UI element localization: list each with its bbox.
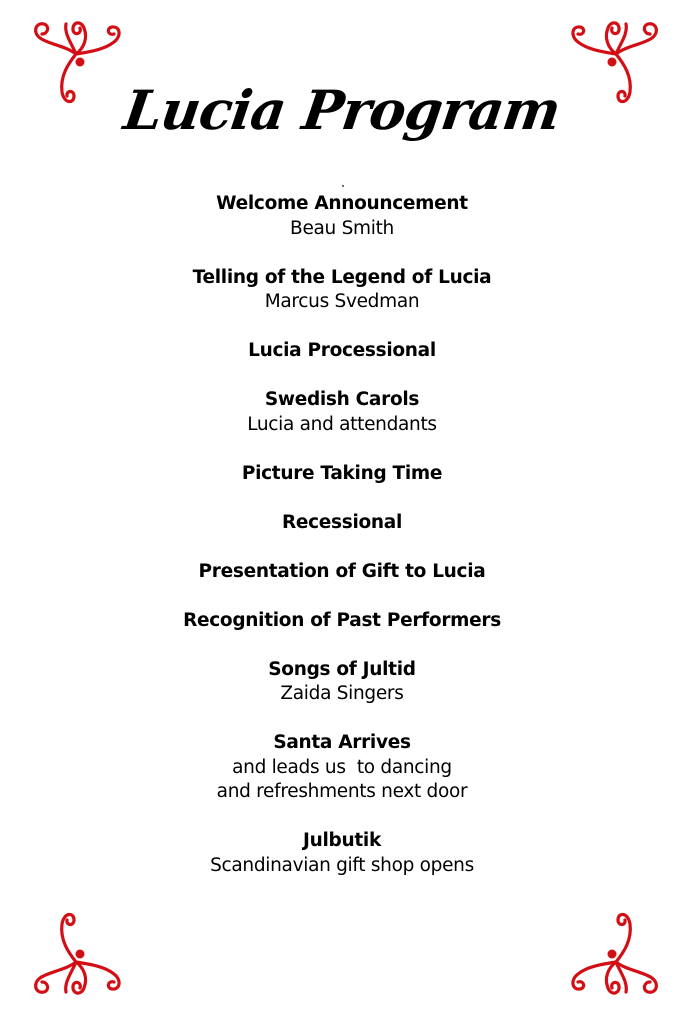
- page-title: Lucia Program: [120, 78, 564, 142]
- swirl-ornament-icon: [556, 894, 666, 1004]
- program-item: [0, 609, 684, 634]
- program-item-detail: Lucia and attendants: [247, 413, 437, 435]
- program-item: [0, 829, 684, 878]
- program-item: [0, 658, 684, 707]
- program-item-title: Swedish Carols: [264, 389, 420, 410]
- program-item-title: Picture Taking Time: [241, 462, 443, 484]
- swirl-ornament-icon: [26, 894, 136, 1004]
- program-item: [0, 388, 684, 437]
- program-item-detail: Marcus Svedman: [264, 291, 420, 312]
- program-item-title: Presentation of Gift to Lucia: [198, 560, 486, 582]
- program-item-title: Santa Arrives: [273, 732, 411, 753]
- decorative-dot: [342, 185, 344, 187]
- program-item: [0, 731, 684, 805]
- program-item: [0, 511, 684, 536]
- program-item: [0, 266, 684, 315]
- program-item-title: Julbutik: [303, 830, 381, 851]
- program-list: [0, 192, 684, 903]
- program-item-title: Telling of the Legend of Lucia: [192, 266, 492, 288]
- swirl-ornament-bottom-right: [556, 894, 666, 1004]
- program-item-detail: Beau Smith: [290, 217, 394, 239]
- program-item-detail: and leads us to dancing: [232, 756, 452, 778]
- program-item-title: Recognition of Past Performers: [183, 609, 501, 631]
- program-item-title: Lucia Processional: [248, 340, 436, 361]
- program-item-title: Songs of Jultid: [268, 658, 416, 680]
- program-item: [0, 339, 684, 364]
- program-item-detail: and refreshments next door: [216, 781, 468, 802]
- program-item-detail: Scandinavian gift shop opens: [210, 854, 474, 876]
- program-item: [0, 192, 684, 241]
- program-item-title: Recessional: [281, 511, 403, 533]
- program-item-title: Welcome Announcement: [216, 193, 468, 214]
- program-item-detail: Zaida Singers: [280, 683, 404, 704]
- program-item: [0, 462, 684, 487]
- program-item: [0, 560, 684, 585]
- swirl-ornament-bottom-left: [26, 894, 136, 1004]
